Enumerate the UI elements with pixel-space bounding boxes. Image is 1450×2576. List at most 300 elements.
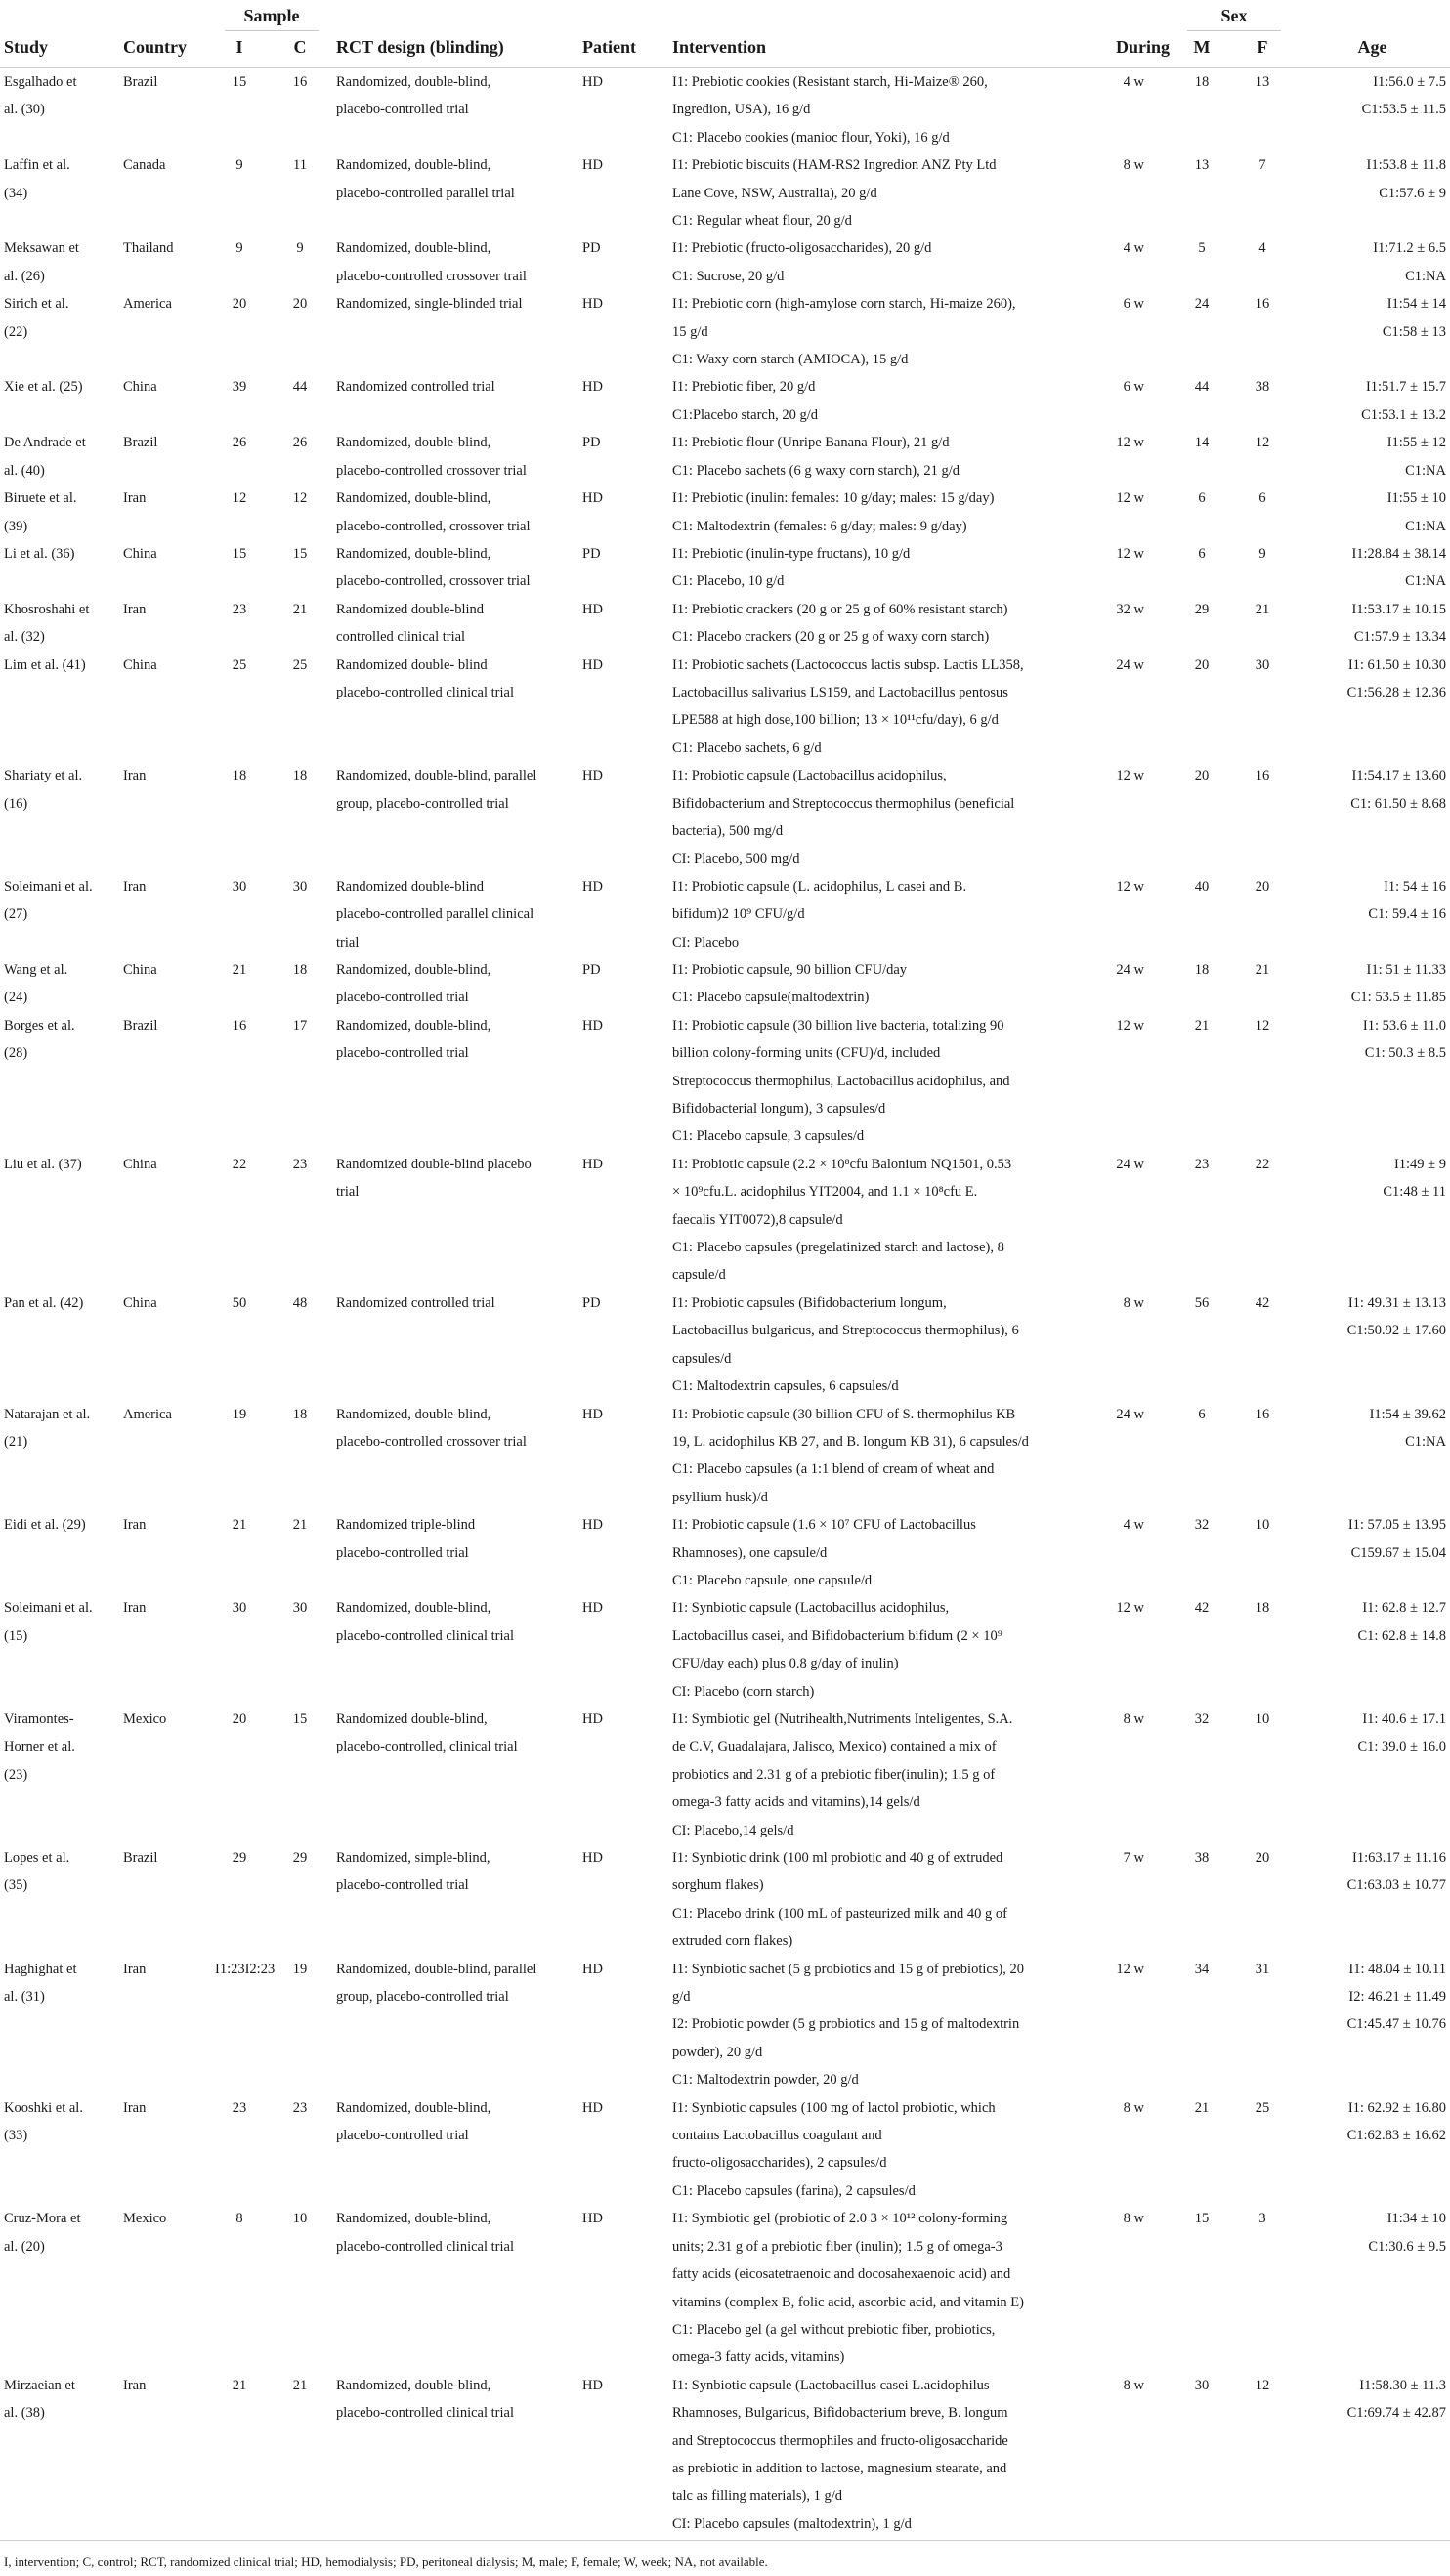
age-cell-line: C1:69.74 ± 42.87 xyxy=(1346,2405,1447,2422)
intervention-cell xyxy=(668,1594,1087,1706)
sex-f-cell: 20 xyxy=(1255,878,1270,895)
sample-i-cell: 21 xyxy=(232,1517,247,1534)
study-cell xyxy=(0,652,119,763)
during-cell: 24 w xyxy=(1116,1156,1145,1172)
country-cell: Canada xyxy=(123,157,166,174)
sex-m-cell: 14 xyxy=(1194,435,1210,451)
design-cell xyxy=(332,1151,578,1289)
design-cell-line: Randomized, double-blind, xyxy=(336,1406,491,1422)
during-cell: 8 w xyxy=(1123,2377,1145,2393)
study-cell-line: al. (31) xyxy=(4,1989,45,2006)
sex-m-cell: 32 xyxy=(1194,1517,1210,1534)
study-cell-line: (15) xyxy=(4,1627,28,1644)
table-row xyxy=(0,290,1450,373)
patient-cell: HD xyxy=(582,1017,603,1034)
intervention-cell-line: I1: Probiotic capsule (2.2 × 10⁸cfu Balonium NQ1501, 0.53 xyxy=(672,1156,1012,1172)
age-cell-line: I1:55 ± 12 xyxy=(1386,435,1447,451)
patient-cell: PD xyxy=(582,1294,601,1311)
intervention-cell xyxy=(668,1956,1087,2094)
sex-f-cell: 22 xyxy=(1255,1156,1270,1172)
study-cell-line: Pan et al. (42) xyxy=(4,1294,84,1311)
study-cell-line: (27) xyxy=(4,907,28,923)
intervention-cell-line: C1: Placebo capsules (pregelatinized starch and lactose), 8 xyxy=(672,1240,1004,1256)
country-cell: China xyxy=(123,1156,157,1172)
sample-i-cell: 50 xyxy=(232,1294,247,1311)
design-cell xyxy=(332,873,578,956)
intervention-cell-line: omega-3 fatty acids and vitamins),14 gels/d xyxy=(672,1795,920,1811)
sex-f-cell: 13 xyxy=(1255,74,1270,90)
intervention-cell-line: I1: Prebiotic corn (high-amylose corn starch, Hi-maize 260), xyxy=(672,296,1016,313)
during-cell: 12 w xyxy=(1116,878,1145,895)
sex-m-cell: 13 xyxy=(1194,157,1210,174)
age-cell xyxy=(1295,485,1450,540)
study-cell-line: al. (30) xyxy=(4,102,45,118)
sex-m-cell: 6 xyxy=(1198,490,1206,507)
intervention-cell-line: C1: Placebo cookies (manioc flour, Yoki), 16 g/d xyxy=(672,129,950,146)
sample-i-cell: I1:23I2:23 xyxy=(215,1961,276,1977)
during-cell: 12 w xyxy=(1116,1961,1145,1977)
sample-c-cell: 30 xyxy=(292,878,308,895)
intervention-cell-line: C1: Placebo capsule, 3 capsules/d xyxy=(672,1128,865,1145)
sample-c-cell: 29 xyxy=(292,1850,308,1866)
country-cell: Brazil xyxy=(123,1850,158,1866)
patient-cell: HD xyxy=(582,1517,603,1534)
age-cell-line: I1:28.84 ± 38.14 xyxy=(1351,545,1447,562)
design-cell-line: Randomized, single-blinded trial xyxy=(336,296,523,313)
patient-cell: HD xyxy=(582,490,603,507)
intervention-cell-line: C1: Placebo drink (100 mL of pasteurized milk and 40 g of xyxy=(672,1905,1007,1921)
sex-m-cell: 34 xyxy=(1194,1961,1210,1977)
design-cell-line: controlled clinical trial xyxy=(336,629,466,646)
study-cell-line: (33) xyxy=(4,2128,28,2144)
design-cell-line: group, placebo-controlled trial xyxy=(336,1989,509,2006)
intervention-cell-line: sorghum flakes) xyxy=(672,1878,764,1894)
intervention-cell-line: I2: Probiotic powder (5 g probiotics and 15 g of maltodextrin xyxy=(672,2016,1020,2033)
intervention-cell-line: I1: Probiotic capsule (L. acidophilus, L casei and B. xyxy=(672,878,967,895)
sample-i-cell: 23 xyxy=(232,2099,247,2116)
patient-cell: HD xyxy=(582,2211,603,2227)
study-cell xyxy=(0,151,119,234)
design-cell-line: placebo-controlled clinical trial xyxy=(336,2405,514,2422)
design-cell-line: Randomized controlled trial xyxy=(336,379,495,396)
age-cell-line: I1:71.2 ± 6.5 xyxy=(1373,240,1447,257)
sample-i-cell: 39 xyxy=(232,379,247,396)
table-row xyxy=(0,1594,1450,1706)
intervention-cell xyxy=(668,1844,1087,1956)
age-cell-line: C1:30.6 ± 9.5 xyxy=(1368,2238,1447,2255)
intervention-cell-line: CI: Placebo (corn starch) xyxy=(672,1683,815,1700)
sex-m-cell: 56 xyxy=(1194,1294,1210,1311)
study-cell xyxy=(0,68,119,152)
study-cell xyxy=(0,429,119,485)
age-cell-line: I1:56.0 ± 7.5 xyxy=(1373,74,1447,90)
country-header: Country xyxy=(119,31,211,68)
intervention-cell-line: faecalis YIT0072),8 capsule/d xyxy=(672,1211,843,1228)
sample-i-cell: 22 xyxy=(232,1156,247,1172)
age-cell-line: C1: 61.50 ± 8.68 xyxy=(1350,795,1447,812)
study-cell xyxy=(0,1511,119,1594)
age-cell xyxy=(1295,1289,1450,1401)
intervention-cell xyxy=(668,1511,1087,1594)
study-cell xyxy=(0,1706,119,1844)
intervention-cell-line: I1: Prebiotic fiber, 20 g/d xyxy=(672,379,816,396)
age-cell-line: I1:51.7 ± 15.7 xyxy=(1365,379,1447,396)
sex-m-cell: 6 xyxy=(1198,545,1206,562)
patient-cell: HD xyxy=(582,1156,603,1172)
study-cell-line: Soleimani et al. xyxy=(4,878,93,895)
sample-c-cell: 17 xyxy=(292,1017,308,1034)
sex-m-cell: 15 xyxy=(1194,2211,1210,2227)
design-cell-line: Randomized, simple-blind, xyxy=(336,1850,490,1866)
country-cell: Iran xyxy=(123,1600,147,1617)
intervention-cell-line: billion colony-forming units (CFU)/d, included xyxy=(672,1045,941,1062)
sex-f-cell: 18 xyxy=(1255,1600,1270,1617)
sample-c-cell: 11 xyxy=(293,157,307,174)
age-cell-line: C1:63.03 ± 10.77 xyxy=(1346,1878,1447,1894)
footnote: I, intervention; C, control; RCT, randomized clinical trial; HD, hemodialysis; PD, peritoneal dialysis; M, male; F, female; W, week; NA, not available. xyxy=(0,2540,1450,2570)
design-cell-line: placebo-controlled trial xyxy=(336,2128,469,2144)
study-cell xyxy=(0,1289,119,1401)
sex-f-cell: 12 xyxy=(1255,1017,1270,1034)
design-cell-line: placebo-controlled crossover trail xyxy=(336,268,527,284)
study-cell xyxy=(0,1594,119,1706)
table-row xyxy=(0,429,1450,485)
country-cell: Iran xyxy=(123,1961,147,1977)
age-cell-line: C1:48 ± 11 xyxy=(1383,1184,1447,1201)
sample-c-header: C xyxy=(268,31,332,68)
age-cell xyxy=(1295,234,1450,290)
study-cell-line: Haghighat et xyxy=(4,1961,77,1977)
during-cell: 8 w xyxy=(1123,157,1145,174)
intervention-cell xyxy=(668,956,1087,1012)
design-cell-line: Randomized, double-blind, xyxy=(336,240,491,257)
design-cell xyxy=(332,485,578,540)
intervention-cell-line: × 10⁹cfu.L. acidophilus YIT2004, and 1.1 × 10⁸cfu E. xyxy=(672,1184,978,1201)
sample-c-cell: 15 xyxy=(292,1710,308,1727)
age-header: Age xyxy=(1295,31,1450,68)
study-cell-line: Xie et al. (25) xyxy=(4,379,83,396)
intervention-cell-line: C1: Placebo gel (a gel without prebiotic fiber, probiotics, xyxy=(672,2321,996,2338)
age-cell-line: I1: 62.8 ± 12.7 xyxy=(1362,1600,1447,1617)
study-cell-line: (22) xyxy=(4,323,28,340)
design-cell-line: placebo-controlled, clinical trial xyxy=(336,1739,518,1755)
study-cell-line: Soleimani et al. xyxy=(4,1600,93,1617)
sample-c-cell: 18 xyxy=(292,1406,308,1422)
sex-m-cell: 30 xyxy=(1194,2377,1210,2393)
design-cell-line: Randomized, double-blind, xyxy=(336,2377,491,2393)
patient-cell: HD xyxy=(582,1961,603,1977)
age-cell-line: I1:53.8 ± 11.8 xyxy=(1366,157,1447,174)
study-cell xyxy=(0,234,119,290)
intervention-cell xyxy=(668,68,1087,152)
patient-cell: HD xyxy=(582,2377,603,2393)
patient-cell: PD xyxy=(582,240,601,257)
study-cell-line: Khosroshahi et xyxy=(4,601,90,617)
intervention-cell-line: C1: Sucrose, 20 g/d xyxy=(672,268,785,284)
table-row xyxy=(0,1289,1450,1401)
sex-m-cell: 38 xyxy=(1194,1850,1210,1866)
country-cell: China xyxy=(123,962,157,978)
design-cell xyxy=(332,1956,578,2094)
sex-f-cell: 3 xyxy=(1258,2211,1266,2227)
intervention-cell-line: Lactobacillus salivarius LS159, and Lactobacillus pentosus xyxy=(672,684,1008,700)
intervention-cell xyxy=(668,596,1087,652)
study-cell-line: Li et al. (36) xyxy=(4,545,75,562)
patient-cell: HD xyxy=(582,1710,603,1727)
during-cell: 12 w xyxy=(1116,1017,1145,1034)
design-cell-line: Randomized, double-blind, parallel xyxy=(336,1961,537,1977)
study-cell xyxy=(0,540,119,596)
age-cell xyxy=(1295,2094,1450,2206)
intervention-cell-line: talc as filling materials), 1 g/d xyxy=(672,2488,842,2505)
intervention-cell-line: I1: Synbiotic drink (100 ml probiotic and 40 g of extruded xyxy=(672,1850,1003,1866)
sex-m-cell: 21 xyxy=(1194,2099,1210,2116)
age-cell-line: I2: 46.21 ± 11.49 xyxy=(1348,1989,1447,2006)
study-cell xyxy=(0,2205,119,2371)
age-cell-line: C1:NA xyxy=(1405,268,1447,284)
intervention-cell-line: I1: Probiotic capsule (Lactobacillus acidophilus, xyxy=(672,768,947,784)
design-cell-line: placebo-controlled trial xyxy=(336,990,469,1006)
design-cell-line: placebo-controlled trial xyxy=(336,1544,469,1561)
during-cell: 8 w xyxy=(1123,1294,1145,1311)
age-cell-line: I1: 49.31 ± 13.13 xyxy=(1347,1294,1447,1311)
design-cell xyxy=(332,2094,578,2206)
study-cell-line: al. (40) xyxy=(4,462,45,479)
intervention-cell-line: Rhamnoses, Bulgaricus, Bifidobacterium breve, B. longum xyxy=(672,2405,1008,2422)
sex-f-cell: 21 xyxy=(1255,962,1270,978)
intervention-cell-line: C1: Placebo crackers (20 g or 25 g of waxy corn starch) xyxy=(672,629,990,646)
intervention-cell-line: I1: Prebiotic (fructo-oligosaccharides), 20 g/d xyxy=(672,240,932,257)
design-cell-line: placebo-controlled, crossover trial xyxy=(336,518,531,534)
study-cell-line: Sirich et al. xyxy=(4,296,69,313)
sex-group-header: Sex xyxy=(1173,0,1295,31)
age-cell-line: C1: 62.8 ± 14.8 xyxy=(1357,1627,1447,1644)
design-cell-line: placebo-controlled crossover trial xyxy=(336,462,527,479)
design-cell-line: Randomized, double-blind, xyxy=(336,435,491,451)
sex-m-cell: 32 xyxy=(1194,1710,1210,1727)
design-cell xyxy=(332,1511,578,1594)
sample-i-cell: 21 xyxy=(232,2377,247,2393)
country-cell: Mexico xyxy=(123,1710,167,1727)
intervention-cell-line: capsule/d xyxy=(672,1267,726,1284)
study-cell-line: Esgalhado et xyxy=(4,74,77,90)
intervention-cell xyxy=(668,290,1087,373)
intervention-cell-line: de C.V, Guadalajara, Jalisco, Mexico) contained a mix of xyxy=(672,1739,997,1755)
intervention-cell-line: C1: Placebo, 10 g/d xyxy=(672,573,785,590)
study-cell xyxy=(0,1012,119,1151)
design-cell-line: trial xyxy=(336,1184,360,1201)
age-cell-line: C159.67 ± 15.04 xyxy=(1350,1544,1447,1561)
study-cell-line: Eidi et al. (29) xyxy=(4,1517,86,1534)
sex-f-cell: 6 xyxy=(1258,490,1266,507)
country-cell: China xyxy=(123,379,157,396)
sample-i-cell: 21 xyxy=(232,962,247,978)
intervention-cell-line: C1: Placebo capsule(maltodextrin) xyxy=(672,990,870,1006)
sex-m-cell: 20 xyxy=(1194,656,1210,673)
table-body xyxy=(0,68,1450,2539)
intervention-cell-line: C1: Maltodextrin (females: 6 g/day; males: 9 g/day) xyxy=(672,518,967,534)
study-cell-line: De Andrade et xyxy=(4,435,86,451)
intervention-cell-line: powder), 20 g/d xyxy=(672,2044,763,2060)
intervention-cell-line: I1: Synbiotic capsules (100 mg of lactol probiotic, which xyxy=(672,2099,996,2116)
design-cell xyxy=(332,596,578,652)
sample-c-cell: 18 xyxy=(292,962,308,978)
intervention-cell-line: CI: Placebo,14 gels/d xyxy=(672,1822,794,1838)
age-cell xyxy=(1295,652,1450,763)
design-cell xyxy=(332,2205,578,2371)
sex-f-cell: 7 xyxy=(1258,157,1266,174)
study-cell xyxy=(0,873,119,956)
design-cell-line: placebo-controlled trial xyxy=(336,1045,469,1062)
study-cell-line: Wang et al. xyxy=(4,962,68,978)
intervention-cell xyxy=(668,2205,1087,2371)
sample-c-cell: 18 xyxy=(292,768,308,784)
age-cell xyxy=(1295,290,1450,373)
during-cell: 4 w xyxy=(1123,240,1145,257)
table-row xyxy=(0,762,1450,873)
age-cell xyxy=(1295,429,1450,485)
patient-cell: HD xyxy=(582,157,603,174)
age-cell-line: C1:57.6 ± 9 xyxy=(1379,185,1447,201)
age-cell-line: I1:53.17 ± 10.15 xyxy=(1351,601,1447,617)
table-row xyxy=(0,2205,1450,2371)
intervention-cell-line: CI: Placebo, 500 mg/d xyxy=(672,851,800,867)
table-row xyxy=(0,1844,1450,1956)
study-cell xyxy=(0,762,119,873)
design-cell xyxy=(332,762,578,873)
intervention-cell-line: Ingredion, USA), 16 g/d xyxy=(672,102,811,118)
intervention-cell xyxy=(668,151,1087,234)
age-cell-line: I1: 48.04 ± 10.11 xyxy=(1348,1961,1447,1977)
study-cell xyxy=(0,1151,119,1289)
study-cell-line: Lim et al. (41) xyxy=(4,656,86,673)
during-cell: 24 w xyxy=(1116,656,1145,673)
sex-f-cell: 20 xyxy=(1255,1850,1270,1866)
sex-m-cell: 40 xyxy=(1194,878,1210,895)
table-row xyxy=(0,652,1450,763)
intervention-cell-line: as prebiotic in addition to lactose, magnesium stearate, and xyxy=(672,2460,1007,2476)
design-cell xyxy=(332,151,578,234)
sex-m-cell: 24 xyxy=(1194,296,1210,313)
intervention-cell xyxy=(668,873,1087,956)
sex-f-cell: 42 xyxy=(1255,1294,1270,1311)
sample-i-cell: 18 xyxy=(232,768,247,784)
age-cell-line: I1: 51 ± 11.33 xyxy=(1366,962,1447,978)
sample-i-cell: 15 xyxy=(232,74,247,90)
intervention-cell-line: C1: Placebo sachets, 6 g/d xyxy=(672,739,822,756)
intervention-cell-line: I1: Probiotic capsule, 90 billion CFU/day xyxy=(672,962,908,978)
study-cell-line: al. (20) xyxy=(4,2238,45,2255)
intervention-cell-line: I1: Prebiotic biscuits (HAM-RS2 Ingredion ANZ Pty Ltd xyxy=(672,157,997,174)
intervention-cell xyxy=(668,2094,1087,2206)
design-cell-line: Randomized controlled trial xyxy=(336,1294,495,1311)
intervention-cell xyxy=(668,1151,1087,1289)
study-cell-line: Shariaty et al. xyxy=(4,768,83,784)
study-cell xyxy=(0,596,119,652)
intervention-cell-line: Lactobacillus bulgaricus, and Streptococcus thermophilus), 6 xyxy=(672,1323,1019,1339)
sex-f-cell: 31 xyxy=(1255,1961,1270,1977)
study-cell-line: (28) xyxy=(4,1045,28,1062)
intervention-cell-line: C1: Regular wheat flour, 20 g/d xyxy=(672,213,852,230)
table-row xyxy=(0,151,1450,234)
intervention-cell-line: bacteria), 500 mg/d xyxy=(672,823,784,839)
age-cell-line: C1:NA xyxy=(1405,462,1447,479)
intervention-cell-line: Streptococcus thermophilus, Lactobacillus acidophilus, and xyxy=(672,1073,1010,1089)
study-cell xyxy=(0,1956,119,2094)
sample-i-cell: 8 xyxy=(235,2211,243,2227)
country-cell: Brazil xyxy=(123,1017,158,1034)
intervention-header: Intervention xyxy=(668,31,1087,68)
study-cell xyxy=(0,373,119,429)
intervention-cell xyxy=(668,234,1087,290)
sample-c-cell: 20 xyxy=(292,296,308,313)
sex-m-cell: 21 xyxy=(1194,1017,1210,1034)
age-cell xyxy=(1295,540,1450,596)
age-cell-line: C1:NA xyxy=(1405,518,1447,534)
intervention-cell-line: I1: Symbiotic gel (Nutrihealth,Nutriments Inteligentes, S.A. xyxy=(672,1710,1013,1727)
sample-c-cell: 21 xyxy=(292,2377,308,2393)
during-cell: 12 w xyxy=(1116,435,1145,451)
design-cell-line: placebo-controlled parallel clinical xyxy=(336,907,534,923)
age-cell xyxy=(1295,1012,1450,1151)
design-cell-line: group, placebo-controlled trial xyxy=(336,795,509,812)
intervention-cell xyxy=(668,1706,1087,1844)
table-row xyxy=(0,1012,1450,1151)
design-cell xyxy=(332,1289,578,1401)
age-cell xyxy=(1295,956,1450,1012)
sample-group-header: Sample xyxy=(211,0,332,31)
sex-f-cell: 16 xyxy=(1255,296,1270,313)
intervention-cell xyxy=(668,429,1087,485)
design-cell-line: placebo-controlled clinical trial xyxy=(336,2238,514,2255)
sample-i-cell: 19 xyxy=(232,1406,247,1422)
sample-c-cell: 16 xyxy=(292,74,308,90)
country-cell: America xyxy=(123,1406,172,1422)
study-cell-line: (39) xyxy=(4,518,28,534)
study-cell-line: Cruz-Mora et xyxy=(4,2211,81,2227)
intervention-cell-line: fatty acids (eicosatetraenoic and docosahexaenoic acid) and xyxy=(672,2266,1011,2283)
sex-m-cell: 44 xyxy=(1194,379,1210,396)
patient-cell: HD xyxy=(582,379,603,396)
age-cell xyxy=(1295,873,1450,956)
sample-i-cell: 25 xyxy=(232,656,247,673)
country-cell: Brazil xyxy=(123,435,158,451)
intervention-cell-line: probiotics and 2.31 g of a prebiotic fiber(inulin); 1.5 g of xyxy=(672,1766,996,1783)
design-cell-line: Randomized double-blind, xyxy=(336,1710,488,1727)
patient-cell: PD xyxy=(582,435,601,451)
patient-cell: PD xyxy=(582,962,601,978)
age-cell-line: I1:58.30 ± 11.3 xyxy=(1359,2377,1447,2393)
table-row xyxy=(0,596,1450,652)
study-cell-line: Biruete et al. xyxy=(4,490,77,507)
intervention-cell-line: C1: Waxy corn starch (AMIOCA), 15 g/d xyxy=(672,352,909,368)
during-cell: 8 w xyxy=(1123,1710,1145,1727)
intervention-cell-line: I1: Synbiotic capsule (Lactobacillus casei L.acidophilus xyxy=(672,2377,990,2393)
design-cell xyxy=(332,1706,578,1844)
during-cell: 4 w xyxy=(1123,74,1145,90)
age-cell-line: I1:54.17 ± 13.60 xyxy=(1351,768,1447,784)
study-cell-line: al. (26) xyxy=(4,268,45,284)
intervention-cell-line: CFU/day each) plus 0.8 g/day of inulin) xyxy=(672,1656,899,1672)
age-cell-line: C1:57.9 ± 13.34 xyxy=(1353,629,1447,646)
table-row xyxy=(0,234,1450,290)
intervention-cell xyxy=(668,2372,1087,2538)
intervention-cell-line: Lane Cove, NSW, Australia), 20 g/d xyxy=(672,185,877,201)
design-cell xyxy=(332,540,578,596)
sample-i-cell: 9 xyxy=(235,157,243,174)
sample-c-cell: 21 xyxy=(292,601,308,617)
age-cell-line: I1:63.17 ± 11.16 xyxy=(1351,1850,1447,1866)
